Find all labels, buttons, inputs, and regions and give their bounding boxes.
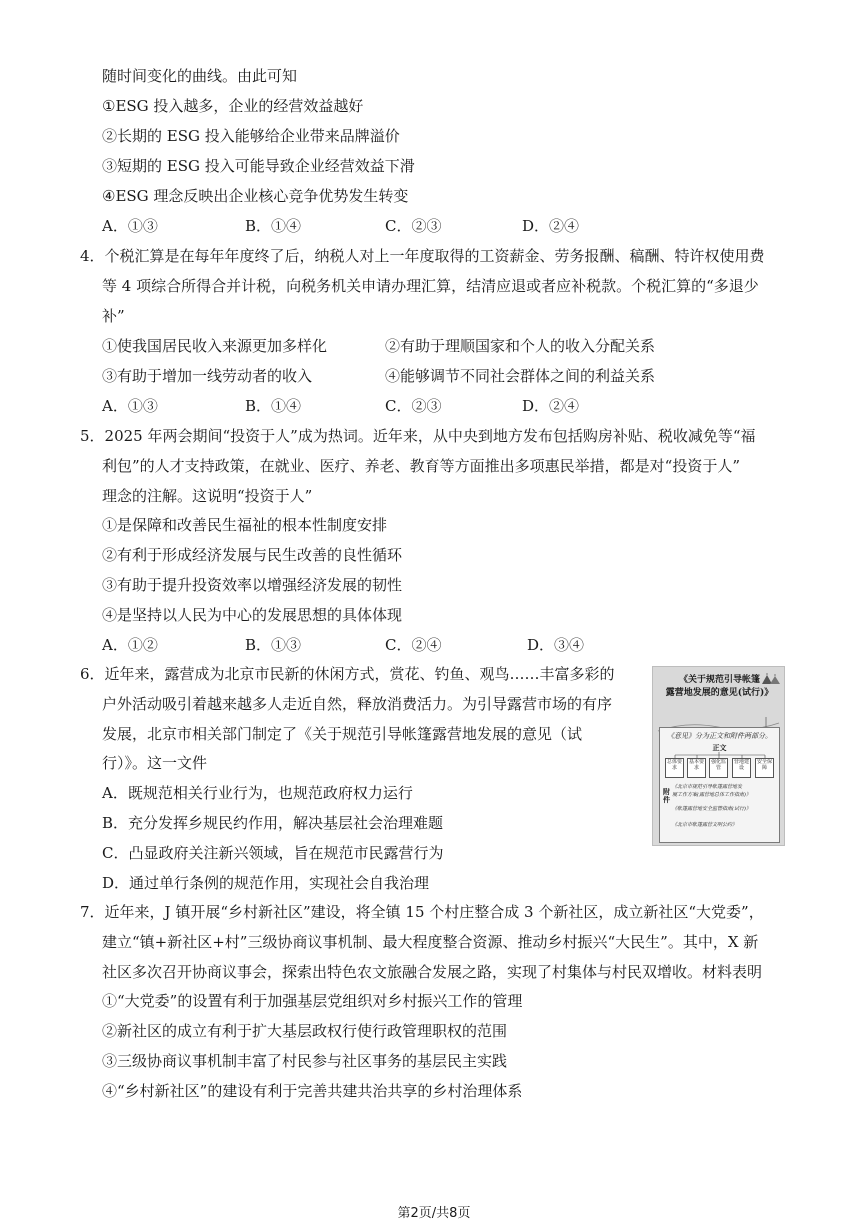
q5-stem-line-1: 5．2025 年两会期间“投资于人”成为热词。近年来，从中央到地方发布包括购房补贴、税收减免等“福 (80, 427, 756, 445)
q3-choice-c: C．②③ (385, 217, 442, 235)
q6-option-c: C．凸显政府关注新兴领域，旨在规范市民露营行为 (102, 844, 444, 862)
figure-title-line-1: 《关于规范引导帐篷 (678, 675, 760, 685)
q6-option-d: D．通过单行条例的规范作用，实现社会自我治理 (102, 874, 430, 892)
figure-appendix-item-4: 《北京市帐篷露营文明公约》 (672, 822, 738, 828)
q5-choice-a: A．①② (102, 636, 158, 654)
tent-icon (762, 673, 780, 684)
figure-cell-2: 基本要求 (687, 758, 706, 778)
q4-stem-line-2: 等 4 项综合所得合并计税，向税务机关申请办理汇算，结清应退或者应补税款。个税汇算的“多退少 (102, 277, 759, 295)
figure-cell-3: 强化监管 (709, 758, 728, 778)
q6-stem-line-2: 户外活动吸引着越来越多人走近自然，释放消费活力。为引导露营市场的有序 (102, 695, 613, 713)
q7-option-1: ①“大党委”的设置有利于加强基层党组织对乡村振兴工作的管理 (102, 992, 523, 1010)
figure-body-label: 正文 (712, 743, 727, 752)
q4-option-2: ②有助于理顺国家和个人的收入分配关系 (385, 337, 656, 355)
figure-cell-1: 总体要求 (665, 758, 684, 778)
q3-choice-a: A．①③ (102, 217, 158, 235)
q5-stem-line-3: 理念的注解。这说明“投资于人” (102, 487, 313, 505)
q5-choice-d: D．③④ (527, 636, 585, 654)
q5-option-2: ②有利于形成经济发展与民生改善的良性循环 (102, 546, 403, 564)
q7-option-2: ②新社区的成立有利于扩大基层政权行使行政管理职权的范围 (102, 1022, 508, 1040)
q6-document-figure (652, 666, 785, 846)
figure-structure-box (659, 727, 780, 843)
q4-choice-b: B．①④ (245, 397, 302, 415)
q4-choice-c: C．②③ (385, 397, 442, 415)
q5-option-4: ④是坚持以人民为中心的发展思想的具体体现 (102, 606, 403, 624)
q4-option-3: ③有助于增加一线劳动者的收入 (102, 367, 313, 385)
q5-stem-line-2: 利包”的人才支持政策，在就业、医疗、养老、教育等方面推出多项惠民举措，都是对“投资于人” (102, 457, 741, 475)
q3-option-3: ③短期的 ESG 投入可能导致企业经营效益下滑 (102, 157, 415, 175)
q6-option-b: B．充分发挥乡规民约作用，解决基层社会治理难题 (102, 814, 444, 832)
figure-appendix-item-1: 《北京市规范引导帐篷露营地发 (672, 784, 743, 790)
q7-stem-line-2: 建立“镇+新社区+村”三级协商议事机制、最大程度整合资源、推动乡村振兴“大民生”。其中，X 新 (102, 933, 759, 951)
q5-choice-c: C．②④ (385, 636, 442, 654)
figure-appendix-item-3: 《帐篷露营地安全监管指南(试行)》 (672, 806, 751, 812)
q3-option-2: ②长期的 ESG 投入能够给企业带来品牌溢价 (102, 127, 400, 145)
figure-appendix-item-2: 展工作方案(露营地总体工作指南)》 (672, 792, 751, 798)
figure-box-heading: 《意见》分为正文和附件两部分。 (667, 732, 772, 740)
q3-stem-end: 随时间变化的曲线。由此可知 (102, 67, 298, 85)
q3-choice-b: B．①④ (245, 217, 302, 235)
q7-option-3: ③三级协商议事机制丰富了村民参与社区事务的基层民主实践 (102, 1052, 508, 1070)
q3-option-4: ④ESG 理念反映出企业核心竞争优势发生转变 (102, 187, 409, 205)
figure-appendix-label: 附件 (663, 787, 670, 804)
q4-stem-line-3: 补” (102, 307, 125, 325)
q7-option-4: ④“乡村新社区”的建设有利于完善共建共治共享的乡村治理体系 (102, 1082, 523, 1100)
q6-stem-line-1: 6．近年来，露营成为北京市民新的休闲方式，赏花、钓鱼、观鸟……丰富多彩的 (80, 665, 615, 683)
q3-option-1: ①ESG 投入越多，企业的经营效益越好 (102, 97, 364, 115)
page-footer: 第2页/共8页 (397, 1206, 471, 1221)
q6-stem-line-4: 行）》。这一文件 (102, 754, 208, 772)
figure-cell-5: 安全保障 (755, 758, 774, 778)
q4-stem-line-1: 4．个税汇算是在每年年度终了后，纳税人对上一年度取得的工资薪金、劳务报酬、稿酬、特许权使用费 (80, 247, 765, 265)
q3-choice-d: D．②④ (522, 217, 580, 235)
q5-option-3: ③有助于提升投资效率以增强经济发展的韧性 (102, 576, 403, 594)
q4-option-4: ④能够调节不同社会群体之间的利益关系 (385, 367, 656, 385)
q5-option-1: ①是保障和改善民生福祉的根本性制度安排 (102, 516, 388, 534)
q6-option-a: A．既规范相关行业行为，也规范政府权力运行 (102, 784, 413, 802)
q7-stem-line-1: 7．近年来，J 镇开展“乡村新社区”建设，将全镇 15 个村庄整合成 3 个新社区，成立新社区“大党委”， (80, 903, 764, 921)
q4-choice-a: A．①③ (102, 397, 158, 415)
q4-option-1: ①使我国居民收入来源更加多样化 (102, 337, 328, 355)
q7-stem-line-3: 社区多次召开协商议事会，探索出特色农文旅融合发展之路，实现了村集体与村民双增收。材料表明 (102, 963, 763, 981)
q6-stem-line-3: 发展，北京市相关部门制定了《关于规范引导帐篷露营地发展的意见（试 (102, 725, 583, 743)
figure-cell-4: 营地建设 (732, 758, 751, 778)
q4-choice-d: D．②④ (522, 397, 580, 415)
figure-title-line-2: 露营地发展的意见(试行)》 (665, 688, 774, 698)
q5-choice-b: B．①③ (245, 636, 302, 654)
